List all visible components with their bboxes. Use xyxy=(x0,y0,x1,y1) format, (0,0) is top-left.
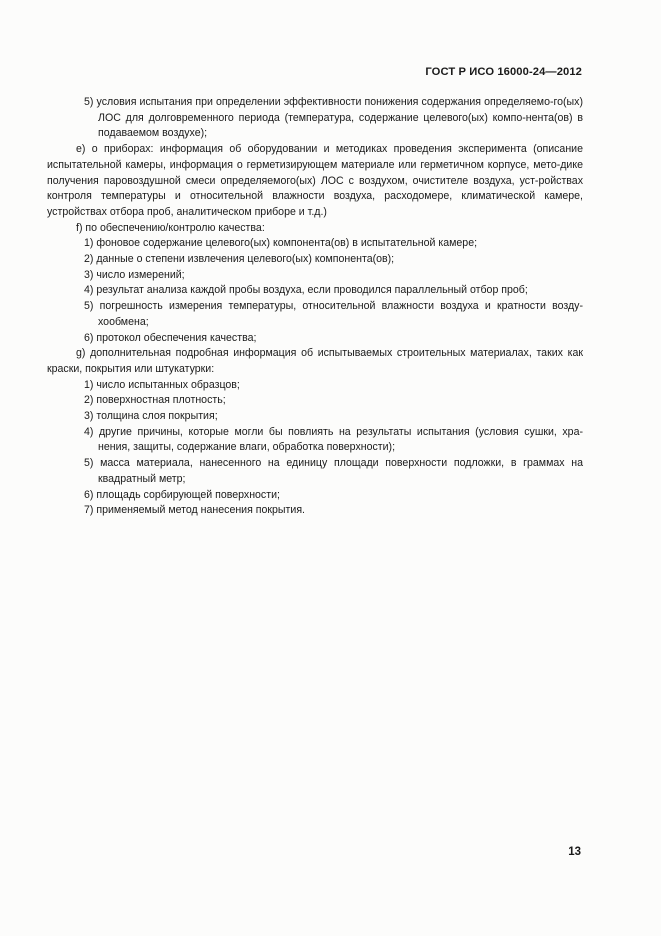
list-item: 5) условия испытания при определении эффективности понижения содержания определяемо-го(ых) ЛОС для долговременного периода (температура, содержание целевого(ых) компо-нента(ов) в подаваемом воздухе); xyxy=(84,96,583,140)
list-item: 6) протокол обеспечения качества; xyxy=(84,331,257,344)
document-header: ГОСТ Р ИСО 16000-24—2012 xyxy=(425,66,582,78)
list-item: 5) погрешность измерения температуры, относительной влажности воздуха и кратности возду-хообмена; xyxy=(84,300,583,328)
list-item: 4) результат анализа каждой пробы воздуха, если проводился параллельный отбор проб; xyxy=(84,284,528,297)
list-item: 4) другие причины, которые могли бы повлиять на результаты испытания (условия сушки, хра-нения, защиты, содержание влаги, обработка поверхности); xyxy=(84,425,583,454)
list-item: 1) фоновое содержание целевого(ых) компонента(ов) в испытательной камере; xyxy=(84,237,478,250)
document-body xyxy=(47,95,583,519)
page-number: 13 xyxy=(568,846,581,858)
list-item: 5) масса материала, нанесенного на единицу площади поверхности подложки, в граммах на квадратный метр; xyxy=(84,457,583,485)
list-item: 6) площадь сорбирующей поверхности; xyxy=(84,488,280,501)
section-paragraph: g) дополнительная подробная информация об испытываемых строительных материалах, таких как краски, покрытия или штукатурки: xyxy=(47,347,583,375)
list-item: 3) число измерений; xyxy=(84,268,185,281)
list-item: 1) число испытанных образцов; xyxy=(84,378,240,391)
list-item: 3) толщина слоя покрытия; xyxy=(84,410,218,423)
list-item: 2) данные о степени извлечения целевого(ых) компонента(ов); xyxy=(84,253,395,266)
section-paragraph: e) о приборах: информация об оборудовании и методиках проведения эксперимента (описание испытательной камеры, информация о герметизирующем материале или герметичном корпусе, мето-дике получения паровоздушной смеси определяемого(ых) ЛОС с воздухом, очистителе воздуха, уст-ройствах контроля температуры и относительной влажности воздуха, расходомере, климатической камере, устройствах отбора проб, аналитическом приборе и т.д.) xyxy=(47,143,583,218)
section-heading: f) по обеспечению/контролю качества: xyxy=(76,221,265,234)
list-item: 2) поверхностная плотность; xyxy=(84,394,226,407)
list-item: 7) применяемый метод нанесения покрытия. xyxy=(84,504,305,517)
